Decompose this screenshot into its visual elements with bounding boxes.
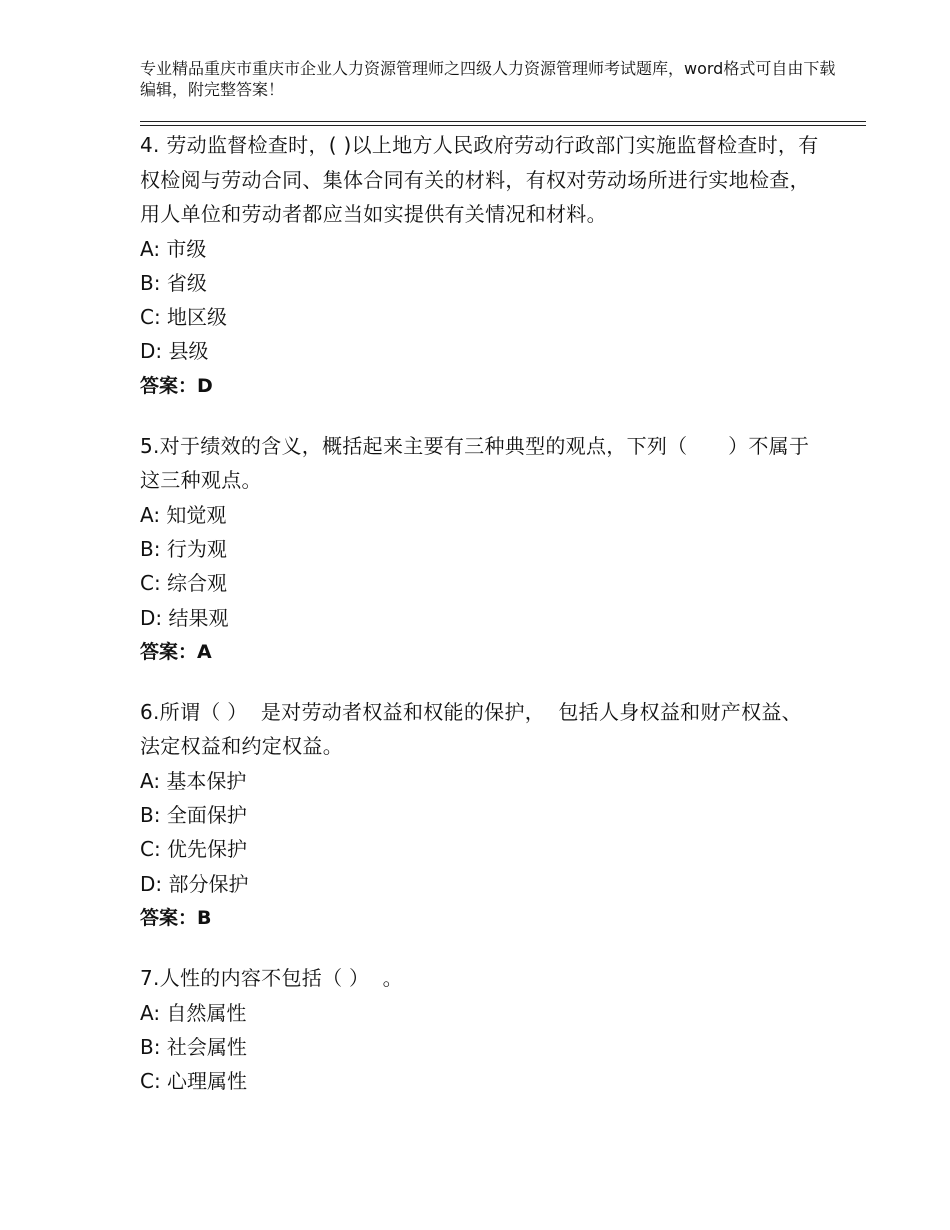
option-d: D: 结果观 [140, 605, 229, 630]
option-d: D: 县级 [140, 339, 209, 364]
header-divider-top [140, 121, 866, 122]
question-stem: 7.人性的内容不包括（ ） 。 [140, 966, 403, 991]
header-divider-bottom [140, 125, 866, 126]
option-b: B: 社会属性 [140, 1034, 247, 1059]
option-a: A: 市级 [140, 236, 207, 261]
option-d: D: 部分保护 [140, 871, 249, 896]
option-b: B: 全面保护 [140, 803, 247, 828]
option-a: A: 基本保护 [140, 768, 247, 793]
answer-label: 答案：B [140, 907, 212, 930]
option-c: C: 优先保护 [140, 837, 248, 862]
option-a: A: 自然属性 [140, 1000, 247, 1025]
question-4 [140, 128, 820, 403]
document-header: 专业精品重庆市重庆市企业人力资源管理师之四级人力资源管理师考试题库，word格式可自由下载编辑，附完整答案！ [140, 59, 836, 99]
option-c: C: 综合观 [140, 571, 228, 596]
question-stem: 5.对于绩效的含义，概括起来主要有三种典型的观点，下列（ ）不属于这三种观点。 [140, 433, 810, 493]
option-b: B: 行为观 [140, 536, 227, 561]
question-7 [140, 961, 820, 1098]
option-c: C: 心理属性 [140, 1069, 248, 1094]
question-6 [140, 695, 820, 935]
question-list [140, 128, 820, 1124]
option-b: B: 省级 [140, 270, 207, 295]
question-5 [140, 429, 820, 669]
option-a: A: 知觉观 [140, 502, 227, 527]
answer-label: 答案：A [140, 640, 212, 663]
question-stem: 4. 劳动监督检查时，( )以上地方人民政府劳动行政部门实施监督检查时，有权检阅与劳动合同、集体合同有关的材料，有权对劳动场所进行实地检查，用人单位和劳动者都应当如实提供有关情况和材料。 [140, 133, 819, 226]
answer-label: 答案：D [140, 374, 213, 397]
option-c: C: 地区级 [140, 305, 228, 330]
question-stem: 6.所谓（ ） 是对劳动者权益和权能的保护， 包括人身权益和财产权益、 法定权益和约定权益。 [140, 699, 816, 759]
